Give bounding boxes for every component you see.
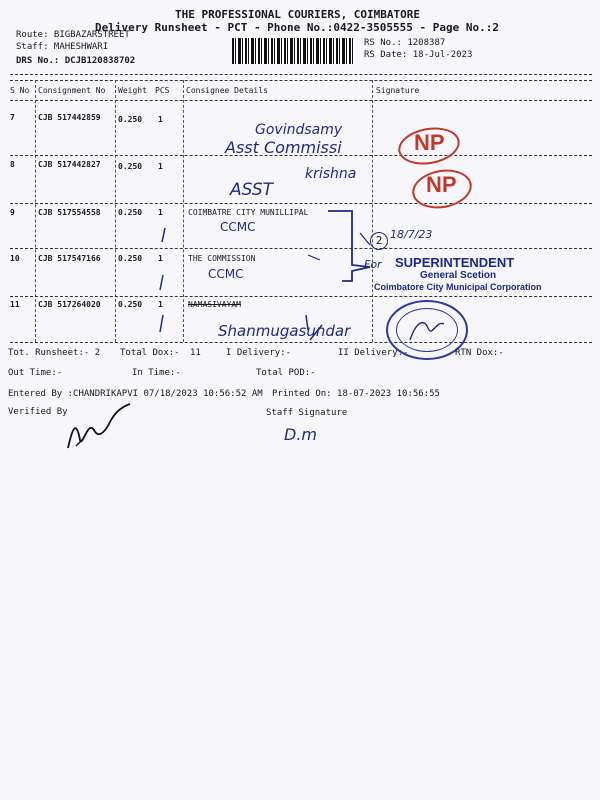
row-weight: 0.250: [118, 300, 143, 309]
row-weight: 0.250: [118, 162, 143, 171]
runsheet-subtitle: Delivery Runsheet - PCT - Phone No.:0422-3505555 - Page No.:2: [95, 21, 499, 34]
verifier-signature: [58, 400, 138, 455]
row-sno: 7: [10, 113, 15, 122]
col-header-consignee: Consignee Details: [186, 86, 268, 95]
row-consignee: THE COMMISSION: [188, 254, 256, 263]
rule: [10, 80, 592, 81]
rule: [10, 74, 592, 75]
staff-signature-label: Staff Signature: [266, 408, 348, 418]
handwritten-name: Shanmugasundar: [218, 322, 351, 340]
verified-by: Verified By: [8, 407, 68, 417]
row-pcs: 1: [158, 115, 163, 124]
row-pcs: 1: [158, 208, 163, 217]
row-sno: 8: [10, 160, 15, 169]
row-consignee: COIMBATRE CITY MUNILLIPAL: [188, 208, 309, 217]
col-divider: [35, 80, 36, 342]
row-weight: 0.250: [118, 115, 143, 124]
row-sno: 9: [10, 208, 15, 217]
i-delivery: I Delivery:-: [226, 348, 292, 358]
col-header-pcs: PCS: [155, 86, 170, 95]
row-consignment: CJB 517547166: [38, 254, 101, 263]
row-pcs: 1: [158, 254, 163, 263]
handwritten-ccmc: CCMC: [208, 267, 244, 281]
out-time: Out Time:-: [8, 368, 63, 378]
row-consignment: CJB 517554558: [38, 208, 101, 217]
row-weight: 0.250: [118, 254, 143, 263]
printed-on: Printed On: 18-07-2023 10:56:55: [272, 389, 440, 399]
entered-by: Entered By :CHANDRIKAPVI 07/18/2023 10:56:52 AM: [8, 389, 263, 399]
total-dox-label: Total Dox:-: [120, 348, 180, 358]
ii-delivery: II Delivery:-: [338, 348, 409, 358]
col-divider: [115, 80, 116, 342]
row-consignment: CJB 517442827: [38, 160, 101, 169]
stamp-for: For: [364, 258, 382, 271]
row-pcs: 1: [158, 300, 163, 309]
col-header-sno: S No: [10, 86, 30, 95]
handwritten-designation: ASST: [230, 180, 273, 200]
rule: [10, 100, 592, 101]
row-pcs: 1: [158, 162, 163, 171]
handwritten-name: krishna: [305, 166, 357, 182]
row-sno: 11: [10, 300, 20, 309]
row-consignment: CJB 517264020: [38, 300, 101, 309]
staff-initials: D.m: [284, 425, 317, 444]
row-consignment: CJB 517442859: [38, 113, 101, 122]
handwritten-tick-marks: [150, 220, 210, 340]
np-mark: NP: [426, 172, 457, 197]
rs-number: RS No.: 1208387: [364, 38, 446, 48]
rs-date: RS Date: 18-Jul-2023: [364, 50, 473, 60]
barcode: [232, 38, 354, 64]
total-pod: Total POD:-: [256, 368, 316, 378]
circled-number: 2: [370, 232, 388, 250]
stamp-organisation: Coimbatore City Municipal Corporation: [374, 282, 542, 292]
handwritten-date: 18/7/23: [390, 228, 433, 241]
total-runsheet: Tot. Runsheet:- 2: [8, 348, 101, 358]
col-header-consignment: Consignment No: [38, 86, 106, 95]
handwritten-designation: Asst Commissi: [225, 138, 342, 157]
route: Route: BIGBAZARSTREET: [16, 30, 130, 40]
handwritten-ccmc: CCMC: [220, 220, 256, 234]
total-dox-value: 11: [190, 348, 201, 358]
company-name: THE PROFESSIONAL COURIERS, COIMBATORE: [175, 8, 421, 21]
row-sno: 10: [10, 254, 20, 263]
rtn-dox: RTN Dox:-: [455, 348, 504, 358]
seal-signature: [404, 312, 450, 348]
handwritten-name: Govindsamy: [255, 122, 343, 138]
np-mark: NP: [414, 130, 445, 155]
stamp-title: SUPERINTENDENT: [395, 255, 515, 270]
in-time: In Time:-: [132, 368, 181, 378]
col-header-signature: Signature: [376, 86, 420, 95]
staff: Staff: MAHESHWARI: [16, 42, 109, 52]
row-divider: [10, 203, 592, 204]
stamp-section: General Scetion: [420, 270, 497, 281]
row-consignee: NAMASIVAYAM: [188, 300, 241, 309]
col-header-weight: Weight: [118, 86, 147, 95]
row-weight: 0.250: [118, 208, 143, 217]
drs-number: DRS No.: DCJB120838702: [16, 56, 136, 66]
